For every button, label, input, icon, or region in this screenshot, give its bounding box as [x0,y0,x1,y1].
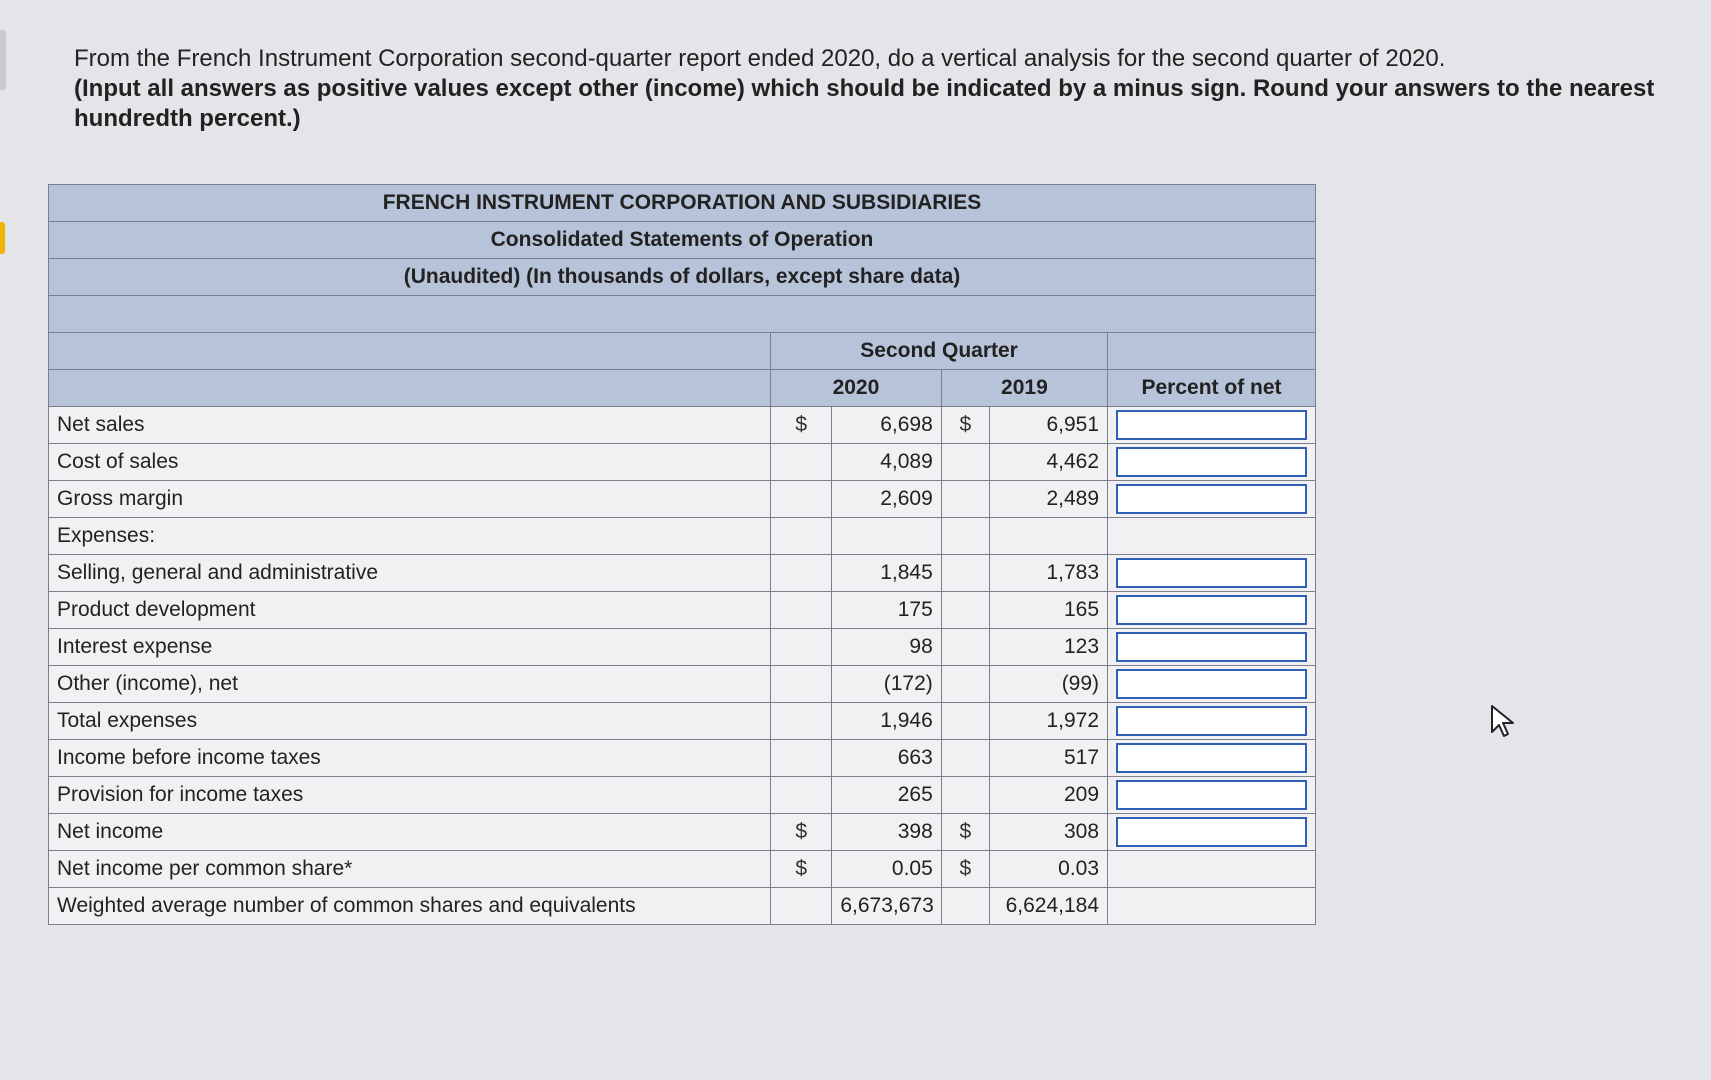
year-2020-header: 2020 [771,370,942,407]
table-row [49,407,1316,444]
dollar-sign-2019 [941,555,989,592]
table-row [49,518,1316,555]
percent-cell [1108,555,1316,592]
dollar-sign-2020 [771,629,832,666]
percent-cell [1108,481,1316,518]
percent-cell [1108,851,1316,888]
table-row [49,851,1316,888]
dollar-sign-2020 [771,444,832,481]
value-2019: 308 [989,814,1107,851]
row-label: Provision for income taxes [49,777,771,814]
percent-of-net-input[interactable] [1116,632,1307,662]
percent-cell [1108,666,1316,703]
percent-of-net-input[interactable] [1116,743,1307,773]
value-2020: 265 [832,777,941,814]
value-2020: (172) [832,666,941,703]
dollar-sign-2020 [771,666,832,703]
percent-of-net-header: Percent of net [1108,370,1316,407]
dollar-sign-2020: $ [771,407,832,444]
percent-of-net-input[interactable] [1116,595,1307,625]
percent-of-net-input[interactable] [1116,817,1307,847]
table-row [49,444,1316,481]
percent-of-net-input[interactable] [1116,669,1307,699]
statement-rows [49,407,1316,925]
value-2019: 123 [989,629,1107,666]
statement-subtitle: (Unaudited) (In thousands of dollars, except share data) [49,259,1316,296]
table-row [49,740,1316,777]
dollar-sign-2019: $ [941,851,989,888]
company-header: FRENCH INSTRUMENT CORPORATION AND SUBSIDIARIES [49,185,1316,222]
dollar-sign-2019 [941,777,989,814]
row-label: Selling, general and administrative [49,555,771,592]
instructions-text: From the French Instrument Corporation second-quarter report ended 2020, do a vertical analysis for the second quarter of 2020. [74,45,1446,72]
dollar-sign-2019 [941,592,989,629]
percent-of-net-input[interactable] [1116,780,1307,810]
dollar-sign-2020: $ [771,851,832,888]
percent-cell [1108,777,1316,814]
value-2019: 1,972 [989,703,1107,740]
percent-of-net-input[interactable] [1116,558,1307,588]
percent-cell [1108,444,1316,481]
value-2019: 165 [989,592,1107,629]
header-empty-cell [49,370,771,407]
row-label: Cost of sales [49,444,771,481]
percent-cell [1108,407,1316,444]
dollar-sign-2019 [941,703,989,740]
dollar-sign-2020 [771,481,832,518]
value-2019: 0.03 [989,851,1107,888]
dollar-sign-2019: $ [941,407,989,444]
value-2019: 209 [989,777,1107,814]
dollar-sign-2019 [941,518,989,555]
row-label: Net income [49,814,771,851]
dollar-sign-2019: $ [941,814,989,851]
percent-of-net-input[interactable] [1116,410,1307,440]
page-edge-accent [0,30,6,90]
value-2019: 4,462 [989,444,1107,481]
percent-cell [1108,703,1316,740]
value-2020: 6,673,673 [832,888,941,925]
percent-cell [1108,592,1316,629]
percent-of-net-input[interactable] [1116,706,1307,736]
dollar-sign-2019 [941,481,989,518]
row-label: Net sales [49,407,771,444]
table-row [49,703,1316,740]
row-label: Total expenses [49,703,771,740]
percent-cell [1108,814,1316,851]
value-2019: 6,951 [989,407,1107,444]
table-row [49,888,1316,925]
value-2020: 98 [832,629,941,666]
year-2019-header: 2019 [941,370,1107,407]
percent-cell [1108,888,1316,925]
table-row [49,629,1316,666]
row-label: Product development [49,592,771,629]
value-2020: 4,089 [832,444,941,481]
dollar-sign-2019 [941,444,989,481]
dollar-sign-2019 [941,740,989,777]
value-2019: 2,489 [989,481,1107,518]
dollar-sign-2020 [771,592,832,629]
row-label: Weighted average number of common shares and equivalents [49,888,771,925]
row-label: Gross margin [49,481,771,518]
row-label: Income before income taxes [49,740,771,777]
value-2019: 1,783 [989,555,1107,592]
dollar-sign-2020 [771,888,832,925]
value-2019: 517 [989,740,1107,777]
question-marker [0,222,5,254]
percent-of-net-input[interactable] [1116,447,1307,477]
value-2020: 6,698 [832,407,941,444]
period-header: Second Quarter [771,333,1108,370]
dollar-sign-2020 [771,777,832,814]
dollar-sign-2020 [771,555,832,592]
row-label: Other (income), net [49,666,771,703]
value-2020: 1,946 [832,703,941,740]
value-2020: 0.05 [832,851,941,888]
statement-title: Consolidated Statements of Operation [49,222,1316,259]
dollar-sign-2020 [771,703,832,740]
header-empty-cell [49,333,771,370]
value-2019: 6,624,184 [989,888,1107,925]
header-spacer-row [49,296,1316,333]
income-statement-table [48,184,1316,925]
value-2020: 663 [832,740,941,777]
mouse-pointer-icon [1490,704,1516,738]
row-label: Expenses: [49,518,771,555]
table-row [49,592,1316,629]
row-label: Net income per common share* [49,851,771,888]
table-row [49,666,1316,703]
table-row [49,555,1316,592]
percent-of-net-input[interactable] [1116,484,1307,514]
value-2019: (99) [989,666,1107,703]
percent-cell [1108,629,1316,666]
value-2019 [989,518,1107,555]
header-empty-cell [1108,333,1316,370]
value-2020: 2,609 [832,481,941,518]
dollar-sign-2020 [771,740,832,777]
value-2020 [832,518,941,555]
dollar-sign-2019 [941,629,989,666]
percent-cell [1108,740,1316,777]
value-2020: 175 [832,592,941,629]
question-instructions [74,44,1674,134]
table-row [49,777,1316,814]
instructions-note: (Input all answers as positive values except other (income) which should be indicated by a minus sign. Round your answers to the nearest hundredth percent.) [74,75,1655,132]
dollar-sign-2020 [771,518,832,555]
percent-cell [1108,518,1316,555]
dollar-sign-2019 [941,666,989,703]
value-2020: 1,845 [832,555,941,592]
table-row [49,814,1316,851]
dollar-sign-2019 [941,888,989,925]
dollar-sign-2020: $ [771,814,832,851]
value-2020: 398 [832,814,941,851]
table-row [49,481,1316,518]
row-label: Interest expense [49,629,771,666]
